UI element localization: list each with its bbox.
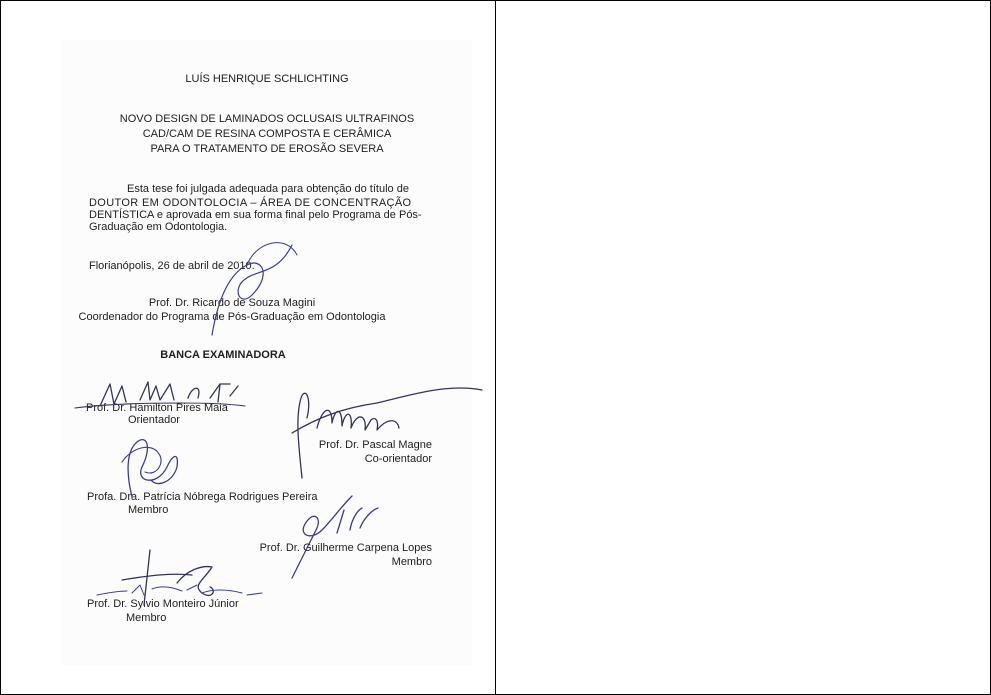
member-role-pereira: Membro xyxy=(128,504,169,516)
coordinator-signature xyxy=(202,235,312,345)
maia-signature xyxy=(70,376,250,416)
board-heading: BANCA EXAMINADORA xyxy=(160,349,286,361)
approval-line-1: Esta tese foi julgada adequada para obtenção do título de xyxy=(127,183,409,195)
member-role-maia: Orientador xyxy=(128,414,180,426)
member-name-pereira: Profa. Dra. Patrícia Nóbrega Rodrigues Pereira xyxy=(87,491,318,503)
member-name-magne: Prof. Dr. Pascal Magne xyxy=(318,439,432,451)
member-name-monteiro: Prof. Dr. Sylvio Monteiro Júnior xyxy=(87,598,239,610)
pereira-signature xyxy=(107,432,197,502)
approval-line-4: Graduação em Odontologia. xyxy=(89,221,228,233)
member-role-monteiro: Membro xyxy=(126,612,167,624)
thesis-title-line-1: NOVO DESIGN DE LAMINADOS OCLUSAIS ULTRAFINOS xyxy=(119,113,415,125)
member-role-lopes: Membro xyxy=(391,556,432,568)
place-date: Florianópolis, 26 de abril de 2010. xyxy=(89,260,255,272)
member-name-maia: Prof. Dr. Hamilton Pires Maia xyxy=(86,402,228,414)
author-name: LUÍS HENRIQUE SCHLICHTING xyxy=(185,73,349,85)
lopes-signature xyxy=(282,488,392,583)
monteiro-signature xyxy=(92,545,272,620)
page-divider xyxy=(495,0,496,695)
thesis-title-line-3: PARA O TRATAMENTO DE EROSÃO SEVERA xyxy=(150,143,384,155)
thesis-title-line-2: CAD/CAM DE RESINA COMPOSTA E CERÂMICA xyxy=(142,128,392,140)
coordinator-name: Prof. Dr. Ricardo de Souza Magini xyxy=(148,297,316,309)
coordinator-role: Coordenador do Programa de Pós-Graduação em Odontologia xyxy=(78,311,386,323)
approval-line-2: DOUTOR EM ODONTOLOCIA – ÁREA DE CONCENTRAÇÃO xyxy=(89,197,412,209)
member-role-magne: Co-orientador xyxy=(364,453,432,465)
member-name-lopes: Prof. Dr. Guilherme Carpena Lopes xyxy=(259,542,432,554)
magne-signature xyxy=(287,378,487,488)
approval-line-3: DENTÍSTICA e aprovada em sua forma final pelo Programa de Pós- xyxy=(89,209,422,221)
scanned-page xyxy=(62,40,472,665)
